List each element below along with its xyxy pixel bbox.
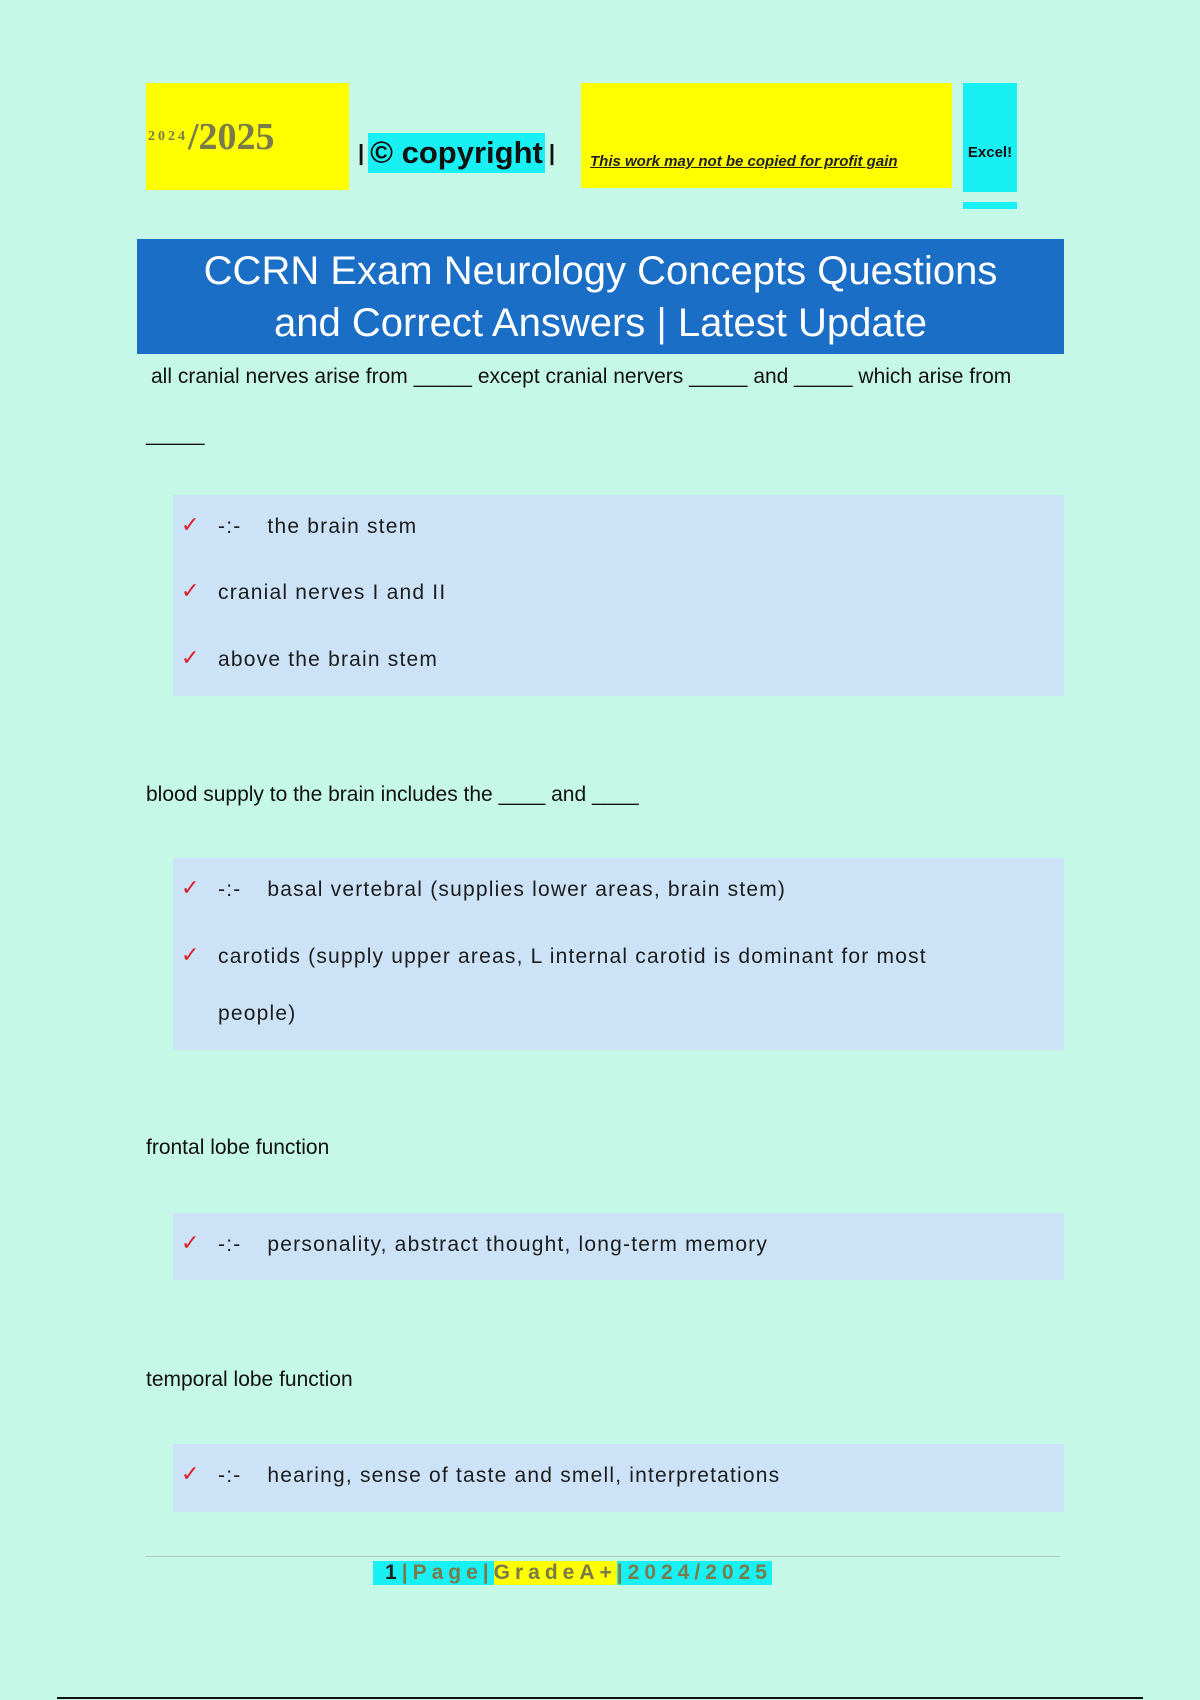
checkmark-icon: ✓: [181, 513, 201, 538]
year-banner: [146, 83, 349, 190]
excel-badge-text: Excel!: [967, 144, 1013, 161]
grade-label: GradeA+: [493, 1561, 617, 1584]
checkmark-icon: ✓: [181, 579, 201, 604]
page-footer: [373, 1558, 772, 1588]
year-prefix: 2024: [148, 128, 188, 144]
page-title-line-1: CCRN Exam Neurology Concepts Questions: [203, 248, 998, 293]
answer-box-3: [173, 1213, 1064, 1280]
checkmark-icon: ✓: [181, 1231, 201, 1256]
question-1: all cranial nerves arise from _____ except cranial nervers _____ and _____ which arise from: [151, 365, 1012, 388]
page-label: |Page|: [401, 1561, 494, 1584]
answer-marker: -:-: [218, 1233, 242, 1256]
page-number: 1: [373, 1561, 402, 1585]
answer-text: carotids (supply upper areas, L internal carotid is dominant for most: [218, 945, 927, 968]
answer-text: hearing, sense of taste and smell, interpretations: [267, 1464, 781, 1487]
question-3: frontal lobe function: [146, 1136, 330, 1159]
copyright-label: © copyright: [368, 133, 545, 173]
answer-text: personality, abstract thought, long-term memory: [267, 1233, 769, 1256]
checkmark-icon: ✓: [181, 943, 201, 968]
checkmark-icon: ✓: [181, 876, 201, 901]
pipe-left: |: [358, 140, 365, 165]
checkmark-icon: ✓: [181, 1462, 201, 1487]
page-bottom-rule: [57, 1697, 1143, 1699]
question-2: blood supply to the brain includes the ____ and ____: [146, 783, 639, 806]
answer-marker: -:-: [218, 1464, 242, 1487]
excel-badge: [963, 83, 1017, 192]
page-title-line-2: and Correct Answers | Latest Update: [274, 300, 927, 345]
answer-text: cranial nerves I and II: [218, 581, 447, 604]
answer-text: above the brain stem: [218, 648, 439, 671]
footer-divider: [146, 1556, 1060, 1557]
checkmark-icon: ✓: [181, 646, 201, 671]
answer-box-1: [173, 495, 1064, 696]
answer-marker: -:-: [218, 515, 242, 538]
excel-badge-underline: [963, 202, 1017, 209]
pipe-right: |: [548, 140, 555, 165]
footer-year: |2024/2025: [616, 1561, 772, 1584]
year-suffix: /2025: [188, 115, 275, 158]
question-4: temporal lobe function: [146, 1368, 353, 1391]
answer-text: basal vertebral (supplies lower areas, brain stem): [267, 878, 787, 901]
copyright-label-group: [358, 133, 555, 173]
answer-box-4: [173, 1444, 1064, 1512]
answer-text: people): [218, 1002, 297, 1025]
copy-notice: This work may not be copied for profit gain: [590, 153, 898, 170]
answer-text: the brain stem: [267, 515, 418, 538]
answer-marker: -:-: [218, 878, 242, 901]
question-1-continued: _____: [146, 423, 205, 446]
page-title: [137, 239, 1064, 354]
copy-notice-box: [581, 83, 952, 188]
answer-box-2: [173, 858, 1064, 1050]
